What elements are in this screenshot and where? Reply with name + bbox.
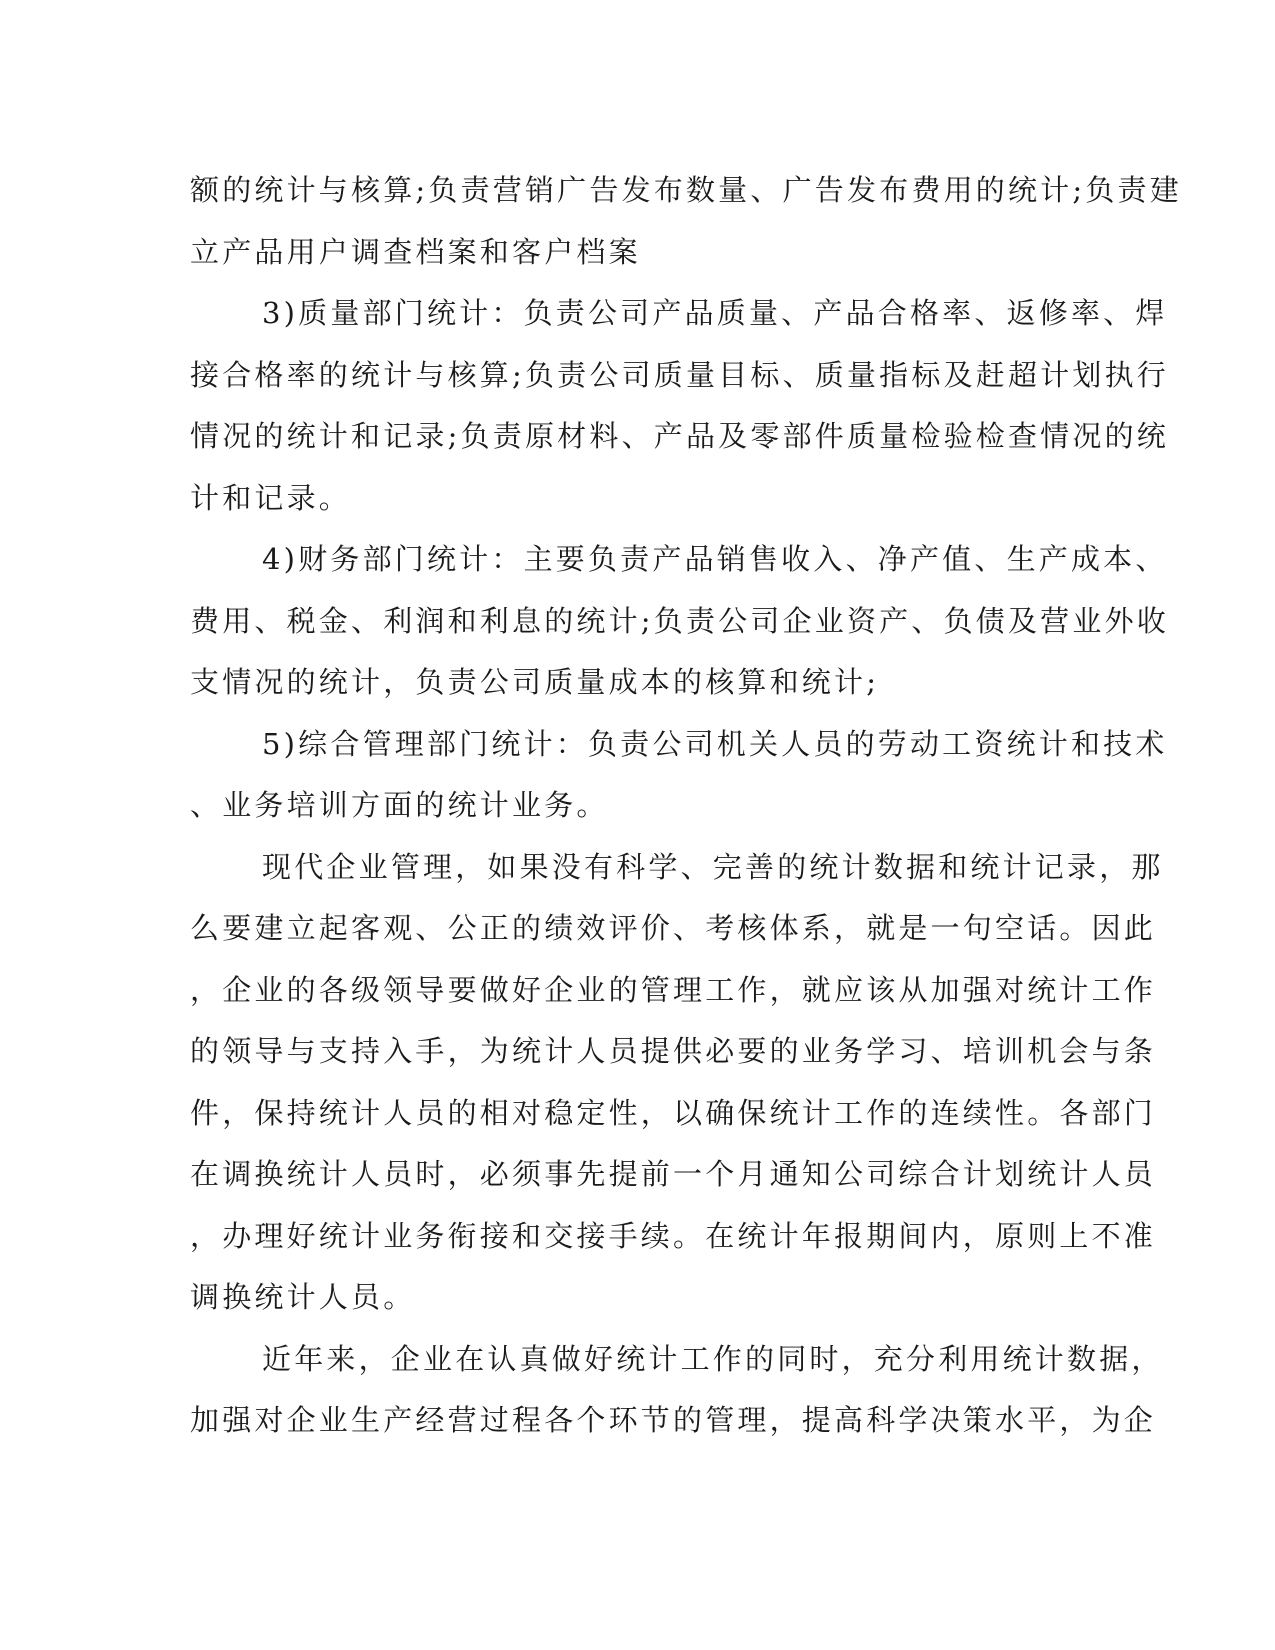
text-line: 现代企业管理，如果没有科学、完善的统计数据和统计记录，那 — [262, 849, 1164, 884]
text-line: 情况的统计和记录;负责原材料、产品及零部件质量检验检查情况的统 — [190, 419, 1169, 453]
text-line: ，办理好统计业务衔接和交接手续。在统计年报期间内，原则上不准 — [190, 1218, 1157, 1253]
document-body — [190, 160, 1182, 1452]
text-line: 4)财务部门统计：主要负责产品销售收入、净产值、生产成本、 — [262, 542, 1168, 576]
text-line: 立产品用户调查档案和客户档案 — [190, 234, 641, 269]
text-line: 件，保持统计人员的相对稳定性，以确保统计工作的连续性。各部门 — [190, 1095, 1157, 1130]
text-line: 调换统计人员。 — [190, 1280, 416, 1314]
text-line: 3)质量部门统计：负责公司产品质量、产品合格率、返修率、焊 — [262, 296, 1168, 330]
text-line: 加强对企业生产经营过程各个环节的管理，提高科学决策水平，为企 — [190, 1403, 1157, 1437]
text-line: 接合格率的统计与核算;负责公司质量目标、质量指标及赶超计划执行 — [190, 357, 1169, 392]
text-line: 近年来，企业在认真做好统计工作的同时，充分利用统计数据， — [262, 1341, 1164, 1376]
text-line: ，企业的各级领导要做好企业的管理工作，就应该从加强对统计工作 — [190, 972, 1157, 1007]
text-line: 额的统计与核算;负责营销广告发布数量、广告发布费用的统计;负责建 — [190, 173, 1182, 207]
text-line: 5)综合管理部门统计：负责公司机关人员的劳动工资统计和技术 — [262, 726, 1168, 761]
text-line: 在调换统计人员时，必须事先提前一个月通知公司综合计划统计人员 — [190, 1157, 1157, 1191]
text-line: 么要建立起客观、公正的绩效评价、考核体系，就是一句空话。因此 — [190, 911, 1157, 945]
text-line: 费用、税金、利润和利息的统计;负责公司企业资产、负债及营业外收 — [190, 603, 1169, 638]
text-line: 的领导与支持入手，为统计人员提供必要的业务学习、培训机会与条 — [190, 1034, 1157, 1068]
text-line: 支情况的统计，负责公司质量成本的核算和统计; — [190, 665, 880, 699]
text-line: 计和记录。 — [190, 480, 352, 515]
text-line: 、业务培训方面的统计业务。 — [190, 788, 609, 822]
